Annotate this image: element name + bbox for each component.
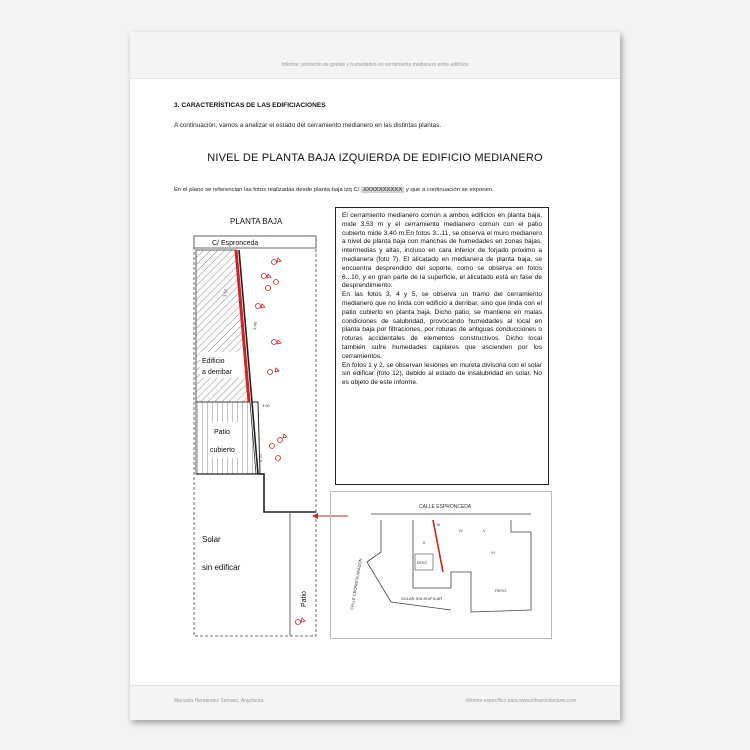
photo-marker <box>256 304 261 309</box>
photo-marker <box>276 456 281 461</box>
mini-solar: SOLAR SIN EDIFICAR <box>401 596 443 601</box>
photo-marker <box>301 618 305 622</box>
covered-patio-label-2: cubierto <box>210 447 235 454</box>
footer-note: Informe específico para www.infoarchitecture.com <box>465 698 576 704</box>
location-street-top: CALLE ESPRONCEDA <box>419 504 472 510</box>
photo-marker <box>274 280 279 285</box>
intro-paragraph: A continuación, vamos a analizar el estado del cerramiento medianero en las distintas plantas. <box>174 122 442 129</box>
description-paragraph: En las fotos 3, 4 y 5, se observa un tramo del cerramiento medianero que no linda con edificio a derribar, sino que linda con el patio cubierto en planta baja. Dicho patio, se mantiene en malas condiciones de salubridad, provocando humedades al local en planta baja por filtraciones, por roturas de antiguas conducciones o roturas accidentales de elementos constructivos. Dicho local también sufre humedades capilares que ascienden por los cerramientos. <box>342 291 542 360</box>
mark-vi: VI <box>491 550 495 555</box>
photo-marker <box>268 370 273 375</box>
photo-marker <box>283 434 287 438</box>
dim-2: 3.40 <box>252 321 258 331</box>
covered-patio-label-1: Patio <box>214 429 230 436</box>
mini-patio-a: PATIO <box>417 561 427 565</box>
footer-author: Manuela Hernández Serrano. Arquitecta. <box>174 698 265 704</box>
reference-address-highlight: XXXXXXXXXX <box>362 187 403 193</box>
arrow-head <box>312 513 318 519</box>
reference-after: y que a continuación se exponen. <box>405 187 494 193</box>
photo-marker <box>262 274 267 279</box>
section-title: 3. CARACTERÍSTICAS DE LAS EDIFICIACIONES <box>174 102 326 109</box>
photo-marker <box>275 368 279 372</box>
photo-marker <box>277 258 281 262</box>
document-page <box>130 32 620 720</box>
photo-marker <box>261 304 265 308</box>
dim-4: 0.70 <box>258 454 263 462</box>
plan-title: PLANTA BAJA <box>230 217 283 226</box>
photo-marker <box>270 444 275 449</box>
mark-iii: III <box>437 522 441 527</box>
dim-3: 3.60 <box>262 403 270 408</box>
running-title: Informe: protocolo de grietas y humedades en cerramiento medianero entre edificios <box>281 62 469 68</box>
demolition-label-2: a derribar <box>202 369 232 376</box>
location-plan <box>330 491 552 639</box>
mark-iv: IV <box>459 528 463 533</box>
side-patio-label: Patio <box>301 591 308 607</box>
street-label: C/ Espronceda <box>212 240 259 247</box>
location-plan-drawing <box>331 492 551 638</box>
photo-marker <box>266 286 271 291</box>
mini-patio-b: PATIO <box>495 588 507 593</box>
photo-markers <box>256 258 306 625</box>
demolition-label-1: Edificio <box>202 358 225 365</box>
reference-before: En el plano se referencian las fotos realizadas desde planta baja izq C/ <box>174 187 360 193</box>
dim-1: 3.53 <box>222 288 228 298</box>
floor-plan-drawing <box>192 212 332 644</box>
page-footer <box>130 685 620 720</box>
photo-marker <box>278 438 283 443</box>
photo-marker <box>277 340 281 344</box>
photo-marker <box>267 274 271 278</box>
mark-v: V <box>483 528 486 533</box>
description-box <box>335 207 549 485</box>
main-title: NIVEL DE PLANTA BAJA IZQUIERDA DE EDIFICIO MEDIANERO <box>207 152 543 164</box>
photo-marker <box>296 620 301 625</box>
photo-marker <box>272 340 277 345</box>
solar-label-2: sin edificar <box>202 563 241 572</box>
page-header <box>130 32 620 79</box>
description-paragraph: En fotos 1 y 2, se observan lesiones en mureta divisoria con el solar sin edificar (foto 12), debido al estado de insalubridad en solar. No es objeto de este informe. <box>342 361 542 387</box>
photo-marker <box>272 260 277 265</box>
solar-label-1: Solar <box>202 535 221 544</box>
reference-paragraph <box>174 186 586 195</box>
description-paragraph: El cerramiento medianero común a ambos edificios en planta baja, mide 3.53 m y el cerramiento medianero común con el patio cubierto mide 3.40 m.En fotos 3...11, se observa el muro medianero a nivel de planta baja con manchas de humedades en zonas bajas, intermedias y altas, incluso en cara inferior de forjado próximo a medianera (foto 7). El alicatado en medianera de planta baja, se encuentra desprendido del soporte, como se observa en fotos 6...10, y en gran parte de la superficie, el alicatado está en fase de desprendimiento. <box>342 212 542 290</box>
floor-plan <box>192 212 332 644</box>
location-party-wall <box>433 520 443 572</box>
location-street-side: CALLE CRONISTA ARAGÓN <box>349 557 364 611</box>
mark-ii: II <box>423 540 426 545</box>
